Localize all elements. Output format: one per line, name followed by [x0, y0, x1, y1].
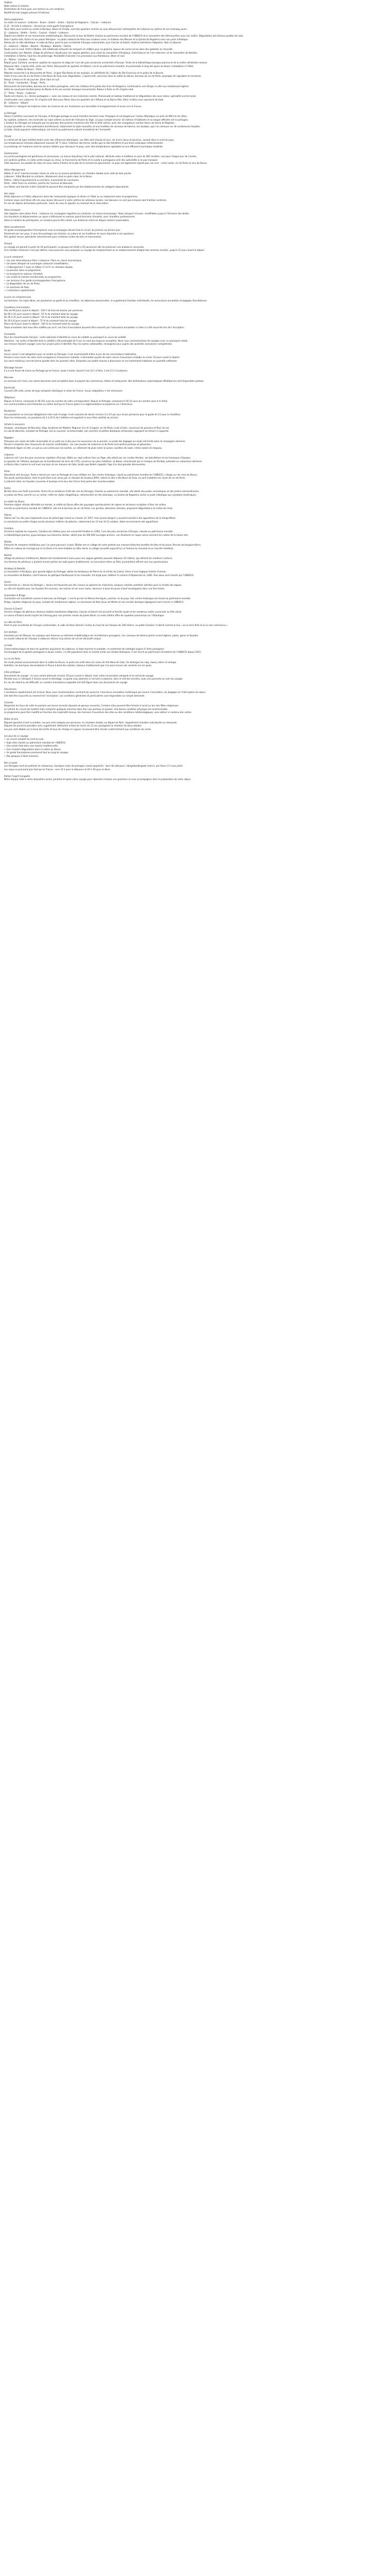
- line-text: Pourboires: [4, 410, 16, 412]
- bullet-icon: •: [4, 738, 6, 740]
- line-text: Le printemps et l’automne sont les saisons idéales pour découvrir le pays, avec des températures agréables et une affluence touristique modérée.: [4, 145, 164, 148]
- line-text: Le palais de Pena, perché sur un rocher, mêle les styles néogothique, néomanuélin et néo-islamique. La Quinta da Regaleira cache un puits initiatique aux symboles ésotériques.: [4, 493, 197, 496]
- line-text: Fátima: [4, 513, 12, 516]
- line-text: J3 – Lisbonne – Óbidos – Nazaré – Alcobaça – Batalha – Fátima: [4, 44, 71, 47]
- line-text: Dans l’après-midi, Sintra et ses palais féériques : le palais national de Pena aux couleurs vives, le château des Maures et la Quinta da Regaleira avec son puits initiatique.: [4, 38, 189, 41]
- line-text: Le fado: [4, 644, 12, 647]
- line-text: Bonifié de trois plages prévues d’intérieur,: [4, 11, 51, 14]
- line-text: Documents de voyage : ils vous seront adressés environ 10 jours avant le départ, avec votre convocation aéroport et le carnet de voyage.: [4, 674, 154, 677]
- line-text: Le prix comprend: [4, 256, 23, 258]
- line-text: Route vers Aveiro, la « Venise portugaise », avec ses canaux et ses moliceiros colorés. Promenade en bateau traditionnel et dégustation des ovos moles, spécialité sucrée locale.: [4, 95, 197, 97]
- line-text: Conseils: [4, 701, 13, 704]
- line-text: Départs garantis d’avril à octobre. Les prix sont indiqués par personne, en chambre double, au départ de Paris. Supplément chambre individuelle sur demande.: [4, 721, 177, 724]
- line-text: J2 – Lisbonne – Belém – Sintra – Cascais – Estoril – Lisbonne: [4, 31, 69, 34]
- line-text: Les Portugais sont accueillants et chaleureux. Quelques mots de portugais seront appréciés : bom dia (bonjour), obrigado/obrigada (merci), por favor (s’il vous plaît).: [4, 765, 184, 767]
- bullet-icon: •: [4, 265, 6, 268]
- line-text: Les boissons, les repas libres, les pourboires au guide et au chauffeur, les dépenses personnelles, le supplément chambre individuelle, les assurances annulation et bagages (facultatives).: [4, 299, 207, 302]
- bullet-icon: •: [4, 272, 6, 275]
- line-text: Les vols internationaux Paris / Lisbonne / Paris en classe économique,: [6, 259, 82, 262]
- line-text: Le sanctuaire accueille chaque année plusieurs millions de pèlerins, notamment les 13 mai et 13 octobre, dates anniversaires des apparitions.: [4, 520, 159, 523]
- line-text: Partez l’esprit tranquille: [4, 774, 30, 777]
- line-text: Le pays possède un riche patrimoine architectural, notamment le style manuélin, et une tradition de carreaux de faïence, les azulejos, que l’on retrouve sur de nombreuses façades.: [4, 125, 201, 128]
- line-text: Les hôtels sont donnés à titre indicatif et peuvent être remplacés par des établissements de catégorie équivalente.: [4, 185, 129, 188]
- line-text: Fátima : hôtel Cinquentenário ou similaire, à proximité du sanctuaire.: [4, 178, 79, 181]
- line-text: Les femmes de pêcheurs y portent encore parfois les sept jupons traditionnels. Le funiculaire mène au Sítio, promontoire offrant une vue spectaculaire.: [4, 560, 169, 563]
- bullet-icon: •: [4, 741, 6, 744]
- line-text: Bon à savoir: [4, 761, 18, 764]
- line-text: J6 – Porto – Guimarães – Braga – Porto: [4, 81, 45, 84]
- bullet-icon: •: [4, 285, 6, 289]
- line-text: J8 – Lisbonne – Départ: [4, 101, 28, 104]
- line-text: Destination de choix pour une lectrice ou une amatrice,: [4, 8, 65, 10]
- line-text: Anciens villages de pêcheurs devenus stations balnéaires élégantes, Cascais et Estoril ont accueilli la famille royale et de nombreux exilés couronnés au XXe siècle.: [4, 611, 182, 613]
- line-text: Le musée national de l’Azulejo à Lisbonne retrace cinq siècles de cet art décoratif unique.: [4, 637, 102, 640]
- line-text: J5 – Porto – Vallée du Douro – Porto: [4, 68, 42, 71]
- line-text: Village de pêcheurs traditionnel, Nazaré est mondialement connu pour ses vagues géantes pouvant dépasser 25 mètres, qui attirent les meilleurs surfeurs.: [4, 557, 173, 560]
- line-text: Les prix sont établis sur la base des tarifs et taux de change en vigueur et peuvent être révisés conformément aux conditions de vente.: [4, 727, 152, 731]
- line-text: Les mineurs doivent voyager avec leur propre pièce d’identité. Pour les autres nationalités, renseignez-vous auprès des autorités consulaires compétentes.: [4, 343, 173, 345]
- line-text: Le spectacle de fado,: [6, 285, 30, 289]
- line-text: La librairie Lello, les façades couvertes d’azulejos et la tour des Clercs font partie des incontournables.: [4, 480, 116, 483]
- line-text: Votre encadrement: [4, 225, 25, 228]
- line-text: Cascais & Estoril: [4, 607, 22, 610]
- bullet-icon: •: [4, 282, 6, 285]
- line-text: J4 – Fátima – Coimbra – Porto: [4, 58, 36, 61]
- line-text: Lisbonne est l’une des plus anciennes capitales d’Europe. Bâtie sur sept collines face au Tage, elle séduit par ses ruelles étroites, ses belvédères et ses tramways d’époque.: [4, 456, 191, 459]
- line-text: Les taxes aéroport et surcharges carburant (modifiables),: [6, 262, 69, 265]
- line-text: Votre programme: [4, 18, 23, 21]
- line-text: Coimbra: [4, 527, 13, 530]
- line-text: Certains repas sont libres afin de vous laisser découvrir à votre rythme les adresses locales. Les boissons ne sont pas incluses sauf mention contraire.: [4, 198, 167, 201]
- line-text: De 20 à 8 jours avant le départ : 75 % du montant total du voyage.: [4, 319, 77, 322]
- line-text: Il y a une heure de moins au Portugal qu’en France, toute l’année. Quand il est 12 h à Paris, il est 11 h à Lisbonne.: [4, 369, 128, 372]
- line-text: Passionné par son pays, il vous fera partager son histoire, sa culture et ses traditions et saura répondre à vos questions.: [4, 232, 135, 235]
- line-text: Des groupes à taille humaine.: [6, 754, 39, 757]
- line-text: La pension selon le programme,: [6, 269, 41, 272]
- line-text: Transfert à l’aéroport de Lisbonne selon les horaires de vol. Assistance aux formalités d’enregistrement et envol vers la France.: [4, 105, 142, 108]
- line-text: Décalage horaire: [4, 366, 23, 369]
- line-text: J1-J2 – Arrivée à Lisbonne – Accueil par votre guide francophone: [4, 24, 74, 27]
- line-text: Déjeuner libre. L’après-midi, route vers Porto. Découverte du quartier de Ribeira, inscrit au patrimoine mondial, et promenade le long des quais du Douro. Installation à l’hôtel.: [4, 64, 194, 67]
- text-line: [4, 778, 376, 782]
- line-text: Le monastère de Batalha, chef-d’œuvre du gothique flamboyant et du manuélin, fut érigé pour célébrer la victoire d’Aljubarrota en 1385. Tous deux sont classés par l’UNESCO.: [4, 573, 194, 577]
- line-text: Votre transport: [4, 209, 21, 211]
- line-text: La cuisine portugaise est généreuse et savoureuse. La morue (bacalhau) est le plat national, déclinée selon la tradition en plus de 365 recettes, une pour chaque jour de l’année.: [4, 155, 197, 158]
- line-text: Selon le nombre de participants, un minibus pourra être utilisé. Les distances entre les étapes restent raisonnables.: [4, 218, 130, 222]
- line-text: Un circuit complet du nord au sud,: [6, 738, 44, 740]
- line-text: Porto : hôtel Fenix ou similaire, proche de l’avenue de Boavista.: [4, 182, 73, 184]
- line-text: Vêtements légers en été, un pull ou une veste pour les soirées, un vêtement de pluie selon la saison, lunettes de soleil, crème solaire et chapeau.: [4, 446, 162, 449]
- line-text: Le voyage est garanti à partir de 10 participants. Le groupe est limité à 25 personnes afin de préserver une ambiance conviviale.: [4, 245, 144, 248]
- line-text: Visite d’une cave de vin de Porto à Vila Nova de Gaia avec dégustation. L’après-midi, excursion dans la vallée du Douro, berceau du vin de Porto, paysages de vignobles en terrasses.: [4, 75, 202, 77]
- line-text: Découverte de Guimarães, berceau de la nation portugaise, avec son château et le palais des ducs de Bragance. Continuation vers Braga, la ville aux nombreuses églises.: [4, 84, 190, 88]
- line-text: Deuxième ville du pays, Porto a donné son nom au Portugal et à son célèbre vin. Son centre historique, classé au patrimoine mondial de l’UNESCO, s’étage sur les rives du Douro.: [4, 473, 198, 476]
- line-text: De 30 à 21 jours avant le départ : 50 % du montant total du voyage.: [4, 316, 79, 318]
- line-text: Courant 230 volts, prises de type européen identiques à celles de France. Aucun adaptateur n’est nécessaire.: [4, 389, 123, 392]
- line-text: Surnommée la « Venise du Portugal », Aveiro est traversée par des canaux où glissent les moliceiros, barques colorées autrefois utilisées pour la récolte des algues.: [4, 584, 182, 586]
- line-text: Ancienne capitale du royaume, Coimbra est célèbre pour son université fondée en 1290, l’une des plus anciennes d’Europe, classée au patrimoine mondial.: [4, 530, 173, 533]
- document-body: [4, 1, 376, 782]
- line-text: Bagages: [4, 436, 14, 439]
- line-text: Première région viticole délimitée au monde, la vallée du Douro offre des paysages spectaculaires de vignes en terrasses sculptées à flanc de colline.: [4, 503, 167, 506]
- line-text: Introduits par les Maures, les azulejos sont devenus un élément emblématique de l’architecture portugaise. Ces carreaux de faïence peints ornent églises, palais, gares et façades.: [4, 634, 199, 637]
- line-text: Les azulejos: [4, 631, 18, 633]
- line-text: Le fado, chant populaire mélancolique, est inscrit au patrimoine culturel immatériel de l’humanité.: [4, 128, 111, 131]
- line-text: Côté douceurs, les pastéis de nata, les ovos moles d’Aveiro et le pão de ló raviront les gourmands. Le pays est également réputé pour ses vins : vinho verde, vin de Porto et vins du Douro.: [4, 162, 207, 164]
- line-text: Départs de province possibles avec supplément. Réduction enfant de moins de 12 ans partageant la chambre de deux adultes.: [4, 724, 142, 727]
- line-text: Le Bairro Alto s’anime la nuit avec ses bars et ses maisons de fado, tandis que Belém rappelle l’âge d’or des grandes découvertes.: [4, 463, 146, 466]
- line-text: Elle doit être souscrite au moment de l’inscription. Les conditions générales et particulières sont disponibles sur simple demande.: [4, 694, 145, 697]
- line-text: Retour à Porto en fin de journée. Dîner libre et nuit.: [4, 78, 60, 81]
- line-text: Climat: [4, 135, 11, 138]
- line-text: Nazaré: [4, 553, 12, 556]
- line-text: Les repas se prennent plus tard qu’en France : vers 13 h pour le déjeuner et 20 h 30 pour le dîner.: [4, 768, 111, 771]
- line-text: Óbidos: [4, 540, 12, 543]
- line-text: Continuation vers Nazaré, village de pêcheurs réputé pour ses vagues géantes, puis visite du monastère d’Alcobaça, chef-d’œuvre de l’art cistercien, et du monastère de Batalha.: [4, 51, 198, 54]
- line-text: Porto: [4, 470, 10, 472]
- line-text: Pensez à emporter des chaussures de marche confortables : les rues pavées de Lisbonne et de Porto sont parfois pentues et glissantes.: [4, 443, 152, 446]
- line-text: Ce matin en avance : Lisbonne – Évora – Estoril – Sintra – Quinta da Regaleira – Cascais – Lisbonne: [4, 21, 111, 24]
- bullet-icon: •: [4, 276, 6, 278]
- line-text: Téléphone: [4, 396, 15, 399]
- line-text: Notre équipe reste à votre disposition avant, pendant et après votre voyage pour répondre à toutes vos questions et vous accompagner dans la préparation de votre séjour.: [4, 778, 191, 781]
- line-text: Un guide accompagnateur francophone vous accompagne durant tout le circuit, du premier au dernier jour.: [4, 229, 121, 231]
- line-text: Si le nombre minimum n’est pas atteint, nous pourrons vous proposer un voyage de remplacement ou le remboursement intégral des sommes versées, jusqu’à 21 jours avant le départ.: [4, 249, 205, 251]
- line-text: Hôtels 3* et 4* (normes locales) situés en ville ou en proche périphérie, en chambre double avec salle de bain privée.: [4, 172, 132, 175]
- line-text: Anglais,: [4, 1, 13, 4]
- line-text: Guimarães & Braga: [4, 594, 26, 597]
- line-text: Les plus de ce voyage: [4, 734, 28, 737]
- line-text: Les sardines grillées, le caldo verde (soupe au chou), la francesinha de Porto et le cozido à portuguesa sont des spécialités à ne pas manquer.: [4, 158, 158, 161]
- line-text: Petits déjeuners à l’hôtel, déjeuners dans des restaurants typiques et dîners à l’hôtel ou au restaurant selon le programme.: [4, 195, 138, 198]
- line-text: Gastronomie: [4, 151, 18, 155]
- line-text: La dégustation de vin de Porto,: [6, 282, 40, 285]
- line-text: Pensez à vous munir de votre carte européenne d’assurance maladie, à demander auprès de votre caisse d’assurance maladie au moins 15 jours avant le départ.: [4, 356, 180, 359]
- line-text: Assurances: [4, 687, 17, 690]
- line-text: En cas de régime alimentaire particulier, merci de nous le signaler au moment de la réservation.: [4, 202, 109, 205]
- line-text: La monnaie est l’euro. Les cartes bancaires sont acceptées dans la plupart des commerces, hôtels et restaurants. Des distributeurs automatiques (Multibanco) sont disponibles partout.: [4, 379, 204, 382]
- line-text: Le Portugal: [4, 111, 17, 114]
- line-text: Aucun vaccin n’est obligatoire pour se rendre au Portugal. Il est recommandé d’être à jour de ses vaccinations habituelles.: [4, 352, 137, 355]
- line-text: Les transferts et déplacements sur place s’effectuent en autocar grand tourisme climatisé, avec chauffeur professionnel.: [4, 215, 136, 218]
- line-text: Toute annulation doit nous être notifiée par écrit. Les frais d’annulation peuvent être couverts par l’assurance annulation si celle-ci a été souscrite lors de l’inscription.: [4, 326, 185, 329]
- line-text: Le vin de Porto: [4, 657, 21, 660]
- line-text: Lisbonne : hôtel Mundial ou similaire, idéalement situé en plein cœur de la Baixa.: [4, 175, 93, 178]
- line-text: Départ vers Belém et ses monuments emblématiques. Découvrez la tour de Belém classée au patrimoine mondial de l’UNESCO et le monastère des Hiéronymites avec son cloître. Dégustation des fameux pastéis de nata.: [4, 35, 244, 37]
- bullet-icon: •: [4, 754, 6, 757]
- line-text: Visite du sanctuaire de Bom Jesus do Monte et de son escalier baroque monumental. Retour à Porto en fin d’après-midi.: [4, 88, 134, 91]
- line-text: Infos pratiques: [4, 671, 21, 673]
- line-text: Pour les ressortissants français : carte nationale d’identité en cours de validité ou passeport en cours de validité.: [4, 336, 127, 338]
- line-text: Attention : les cartes d’identité dont la validité a été prolongée de 5 ans ne sont pas toujours acceptées. Nous vous recommandons de voyager avec un passeport valide.: [4, 339, 188, 342]
- line-text: Vols réguliers aller-retour Paris – Lisbonne sur compagnie régulière (ou similaire), en classe économique. Taxes aéroport incluses, modifiables jusqu’à l’émission des billets.: [4, 212, 190, 215]
- line-text: L’assistance rapatriement est incluse. Nous vous recommandons vivement de souscrire l’assurance annulation multirisque qui couvre l’annulation, les bagages et l’interruption de séjour.: [4, 691, 206, 693]
- line-text: Santé: [4, 349, 11, 352]
- bullet-icon: •: [4, 279, 6, 282]
- line-text: Le programme peut être modifié en fonction des impératifs locaux, des horaires d’ouverture des sites ou des conditions météorologiques, sans altérer le contenu des visites.: [4, 711, 192, 714]
- line-text: Une croisière-dégustation dans la vallée du Douro,: [6, 748, 61, 751]
- bullet-icon: •: [4, 744, 6, 747]
- line-text: Le monastère d’Alcobaça, plus grande église du Portugal, abrite les tombeaux de Pierre Ier et d’Inès de Castro, héros d’une tragique histoire d’amour.: [4, 570, 167, 573]
- line-text: Retour par la côte atlantique, le cabo da Roca, point le plus occidental d’Europe continentale, puis Cascais et Estoril, stations balnéaires élégantes. Nuit à Lisbonne.: [4, 41, 182, 44]
- line-text: Les températures estivales dépassent souvent 30 °C dans l’intérieur des terres, tandis que la côte bénéficie d’une brise océanique rafraîchissante.: [4, 142, 164, 144]
- line-text: Le climat est de type méditerranéen avec des influences atlantiques. Les étés sont chauds et secs, les hivers doux et pluvieux, surtout dans le nord du pays.: [4, 138, 175, 141]
- bullet-icon: •: [4, 748, 6, 751]
- line-text: Braga, capitale religieuse du pays, compte de nombreuses églises. Le sanctuaire de Bom Jesus do Monte et son escalier baroque zigzaguant sont inscrits à l’UNESCO.: [4, 600, 184, 603]
- line-text: Moins de 8 jours avant le départ : 100 % du montant total du voyage.: [4, 323, 80, 325]
- line-text: Vin muté produit exclusivement dans la vallée du Douro, le porto est vieilli dans les caves de Vila Nova de Gaia. On distingue les ruby, tawny, blanc et vintage.: [4, 660, 177, 664]
- line-text: Sintra: [4, 486, 11, 489]
- line-text: Note culture & histoire,: [4, 4, 29, 7]
- line-text: Votre hébergement: [4, 168, 25, 171]
- line-text: Accompagné de la guitare portugaise à douze cordes, il a été popularisé dans le monde entier par Amália Rodrigues. Il est inscrit au patrimoine immatériel de l’UNESCO depuis 2011.: [4, 651, 202, 653]
- line-text: Route vers le nord. Arrêt à Óbidos, cité médiévale entourée de remparts et célèbre pour sa ginjinha, liqueur de cerise servie dans des gobelets en chocolat.: [4, 48, 173, 50]
- line-text: Prévoyez une valise de taille raisonnable et un petit sac à dos pour les excursions de la journée. Le poids des bagages en soute est limité selon la compagnie aérienne.: [4, 439, 186, 443]
- line-text: En cas de retard ou de difficulté, un numéro d’assistance joignable 24 h/24 figure dans vos documents de voyage.: [4, 681, 128, 684]
- line-text: Le prix ne comprend pas: [4, 296, 31, 298]
- line-text: Respectez les lieux de culte en portant une tenue correcte (épaules et genoux couverts). Certains sites peuvent être fermés le lundi ou lors des fêtes religieuses.: [4, 704, 180, 707]
- line-text: Monnaie: [4, 376, 13, 379]
- line-text: La bibliothèque Joanina, joyau baroque aux boiseries dorées, abrite plus de 200 000 ouvrages anciens. Les étudiants en capes noires animent les ruelles de la haute ville.: [4, 533, 189, 536]
- line-text: Formalités: [4, 332, 15, 335]
- line-text: Entourée de remparts médiévaux que l’on peut parcourir à pied, Óbidos est un village de carte postale aux maisons blanches bordées de bleu et de jaune, fleuries de bougainvilliers.: [4, 544, 202, 546]
- line-text: Achats & souvenirs: [4, 423, 25, 426]
- line-text: Électricité: [4, 386, 15, 389]
- line-text: L’assistance rapatriement.: [6, 289, 36, 292]
- line-text: Le coq de Barcelos, symbole du Portugal, est un souvenir incontournable. Les marchés et petites boutiques artisanales regorgent de trésors à rapporter.: [4, 430, 169, 432]
- line-text: Les services d’un guide accompagnateur francophone,: [6, 279, 66, 282]
- line-text: Fátima est l’un des plus importants lieux de pèlerinage marial au monde. En 1917, trois jeunes bergers y auraient assisté à des apparitions de la Vierge Marie.: [4, 517, 176, 519]
- line-text: Azulejos, céramiques de Barcelos, liège, broderies de Madère, filigrane d’or et d’argent, vin de Porto, huile d’olive, conserves de poissons et fleur de sel.: [4, 426, 170, 429]
- line-text: La vallée du Douro: [4, 500, 25, 503]
- line-text: Sept sites classés au patrimoine mondial de l’UNESCO,: [6, 741, 66, 744]
- line-text: Rendez-vous à l’aéroport 2 heures avant le décollage. Le guide vous attendra à l’arrivée à Lisbonne, dans le hall des arrivées, avec une pancarte au nom du voyage.: [4, 677, 183, 680]
- bullet-icon: •: [4, 259, 6, 262]
- line-text: Dans les restaurants, un pourboire de 5 à 10 % de l’addition est apprécié si vous êtes satisfait du service.: [4, 416, 119, 419]
- line-text: Un guide francophone passionné tout au long du voyage,: [6, 751, 69, 754]
- line-text: Matinée consacrée à la découverte de Porto : la gare São Bento et ses azulejos, la cathédrale Sé, l’église de São Francisco et le palais de la Bourse.: [4, 71, 164, 74]
- line-text: Des guides locaux spécialisés interviennent pour certaines visites de sites et monuments.: [4, 235, 102, 238]
- line-text: Groupe: [4, 242, 12, 245]
- line-text: Vous allez vous rendre au centre historique. Baixa et Chiado, sont des quartiers animés où vous découvrirez l’atmosphère de Lisbonne au rythme de son tramway jaune.: [4, 28, 188, 30]
- line-text: Depuis la France, composez le 00 351 suivi du numéro de votre correspondant. Depuis le Portugal, composez le 00 33 suivi du numéro sans le 0 initial.: [4, 399, 168, 402]
- bullet-icon: •: [4, 269, 6, 272]
- line-text: De 60 à 31 jours avant le départ : 25 % du montant total du voyage.: [4, 312, 79, 315]
- line-text: Autrefois, les barriques descendaient le fleuve à bord des rabelos, bateaux traditionnels que l’on peut encore voir amarrés sur les quais.: [4, 664, 152, 667]
- line-text: Le casino d’Estoril aurait inspiré Ian Fleming pour son premier roman de James Bond. La route côtière offre de superbes panoramas sur l’Atlantique.: [4, 614, 165, 617]
- line-text: Le cabo da Roca: [4, 620, 22, 623]
- line-text: Chant mélancolique né dans les quartiers populaires de Lisbonne, le fado exprime la saudade, ce sentiment de nostalgie propre à l’âme portugaise.: [4, 647, 165, 650]
- line-text: L’histoire du Portugal est marquée par les grandes découvertes maritimes des XVe et XVIe siècles, avec des navigateurs comme Vasco de Gama et Magellan.: [4, 122, 175, 124]
- line-text: Conditions d’annulation: [4, 306, 30, 309]
- line-text: Le quartier de l’Alfama, épargné par le tremblement de terre de 1755, conserve son plan médiéval. La Baixa, reconstruite par le marquis de Pombal, présente un urbanisme rationnel.: [4, 460, 203, 463]
- line-text: Le rythme du circuit est modéré mais comporte quelques marches dans des rues pentues et pavées. Une bonne condition physique est recommandée.: [4, 707, 168, 710]
- line-text: Guimarães est considérée comme le berceau du Portugal : c’est là qu’est né Afonso Henriques, premier roi du pays. Son centre historique est classé au patrimoine mondial.: [4, 597, 191, 600]
- line-text: Les communications sont facturées au même tarif qu’en France grâce à la réglementation européenne sur l’itinérance.: [4, 403, 133, 405]
- line-text: Une soirée fado dans une maison traditionnelle,: [6, 744, 59, 747]
- bullet-icon: •: [4, 751, 6, 754]
- line-text: Vos repas: [4, 192, 15, 195]
- line-text: Aveiro: [4, 580, 11, 583]
- line-text: Inscrite au patrimoine mondial de l’UNESCO, elle est le berceau du vin de Porto. Les quintas, domaines viticoles, proposent dégustations et visites de chais.: [4, 506, 173, 510]
- line-text: Les pourboires ne sont pas obligatoires mais sont d’usage. Il est coutume de laisser environ 3 à 4 € par jour et par personne pour le guide et 2 € pour le chauffeur.: [4, 413, 181, 416]
- line-text: Situé à l’extrême sud-ouest de l’Europe, le Portugal partage sa seule frontière terrestre avec l’Espagne et est baigné par l’océan Atlantique sur près de 900 km de côtes.: [4, 115, 188, 117]
- line-text: Plus de 60 jours avant le départ : 150 € de frais de dossier par personne.: [4, 309, 84, 312]
- line-text: La ville est réputée pour ses façades Art nouveau, ses salines et ses ovos moles, douceurs à base de jaune d’œuf enveloppées dans une fine hostie.: [4, 587, 165, 590]
- line-text: Départ pour Coimbra, ancienne capitale du royaume et siège de l’une des plus anciennes universités d’Europe. Visite de la bibliothèque baroque Joanina et de la vieille cathédrale romane.: [4, 61, 208, 64]
- line-text: Point le plus occidental de l’Europe continentale, le cabo da Roca domine l’océan du haut de ses falaises de 140 mètres. Le poète Camões l’a décrit comme le lieu « où la terre finit et où la mer commence ».: [4, 624, 229, 626]
- line-text: Installation à Fátima, haut lieu de pèlerinage. Possibilité d’assister à la procession aux flambeaux. Dîner et nuit.: [4, 55, 125, 57]
- bullet-icon: •: [4, 289, 6, 292]
- line-text: Lisbonne: [4, 453, 14, 456]
- line-text: Offert en cadeau de mariage par le roi Denis à la reine Isabelle au XIIIe siècle, le village accueille aujourd’hui un festival du chocolat et un marché médiéval.: [4, 547, 174, 550]
- bullet-icon: •: [4, 262, 6, 265]
- line-text: Ses ponts spectaculaires, dont le pont Dom-Luís conçu par un disciple de Gustave Eiffel, relient la ville à Vila Nova de Gaia, où sont installées les caves de vin de Porto.: [4, 477, 186, 479]
- line-text: Continuation vers Lisbonne. Fin d’après-midi libre pour flâner dans les quartiers de l’Alfama et du Bairro Alto. Dîner d’adieu avec spectacle de fado.: [4, 98, 164, 101]
- line-text: Alcobaça & Batalha: [4, 567, 25, 570]
- line-text: Le transport en autocar climatisé,: [6, 272, 43, 275]
- line-text: Dates et prix: [4, 718, 19, 720]
- line-text: Les visites et entrées mentionnées au programme,: [6, 276, 62, 278]
- line-text: Sa capitale, Lisbonne, est construite sur sept collines au bord de l’estuaire du Tage. Le pays compte environ 10 millions d’habitants et sa langue officielle est le portugais.: [4, 118, 189, 121]
- line-text: L’hébergement 7 nuits en hôtels 3* et 4* en chambre double,: [6, 265, 73, 268]
- line-text: Nichée dans une forêt luxuriante, Sintra fut la résidence d’été des rois du Portugal. Classée au patrimoine mondial, elle abrite des palais romantiques et des jardins extraordinaires.: [4, 490, 200, 493]
- line-text: Les soins médicaux sont de bonne qualité dans les grandes villes. Emportez une petite trousse à pharmacie et vos traitements habituels en quantité suffisante.: [4, 359, 177, 362]
- line-text: J7 – Porto – Aveiro – Lisbonne: [4, 91, 36, 94]
